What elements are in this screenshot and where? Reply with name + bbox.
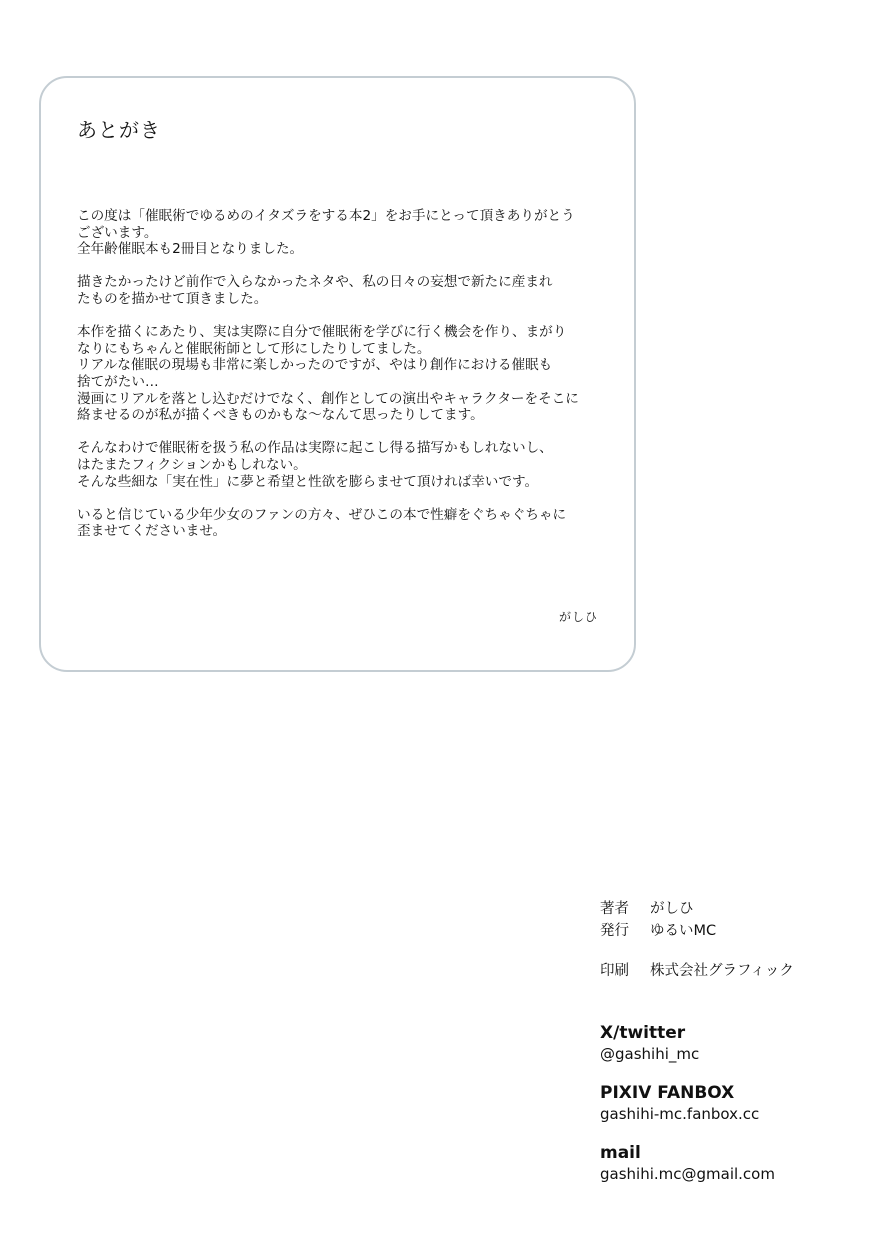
contact-heading: mail — [600, 1143, 641, 1163]
credit-label: 著者 — [600, 901, 629, 917]
credit-value: 株式会社グラフィック — [650, 963, 794, 979]
contact-twitter — [600, 1022, 860, 1064]
credit-row-printer — [600, 960, 860, 982]
contact-value: @gashihi_mc — [600, 1045, 700, 1063]
credit-label: 印刷 — [600, 963, 629, 979]
contact-mail — [600, 1142, 860, 1184]
afterword-box — [39, 76, 636, 672]
credit-value: ゆるいMC — [650, 923, 717, 939]
contact-fanbox — [600, 1082, 860, 1124]
afterword-paragraph: 本作を描くにあたり、実は実際に自分で催眠術を学びに行く機会を作り、まがり なりにもちゃんと催眠術師として形にしたりしてました。 リアルな催眠の現場も非常に楽しかったのですが、やはり創作における催眠も 捨てがたい… 漫画にリアルを落とし込むだけでなく、創作としての演出やキャラクターをそこに 絡ませるのが私が描くべきものかもな～なんて思ったりしてます。 — [77, 324, 579, 424]
afterword-paragraph: そんなわけで催眠術を扱う私の作品は実際に起こし得る描写かもしれないし、 はたまたフィクションかもしれない。 そんな些細な「実在性」に夢と希望と性欲を膨らませて頂ければ幸いです。 — [77, 440, 553, 490]
afterword-paragraph: いると信じている少年少女のファンの方々、ぜひこの本で性癖をぐちゃぐちゃに 歪ませてくださいませ。 — [77, 506, 567, 540]
afterword-paragraph: この度は「催眠術でゆるめのイタズラをする本2」をお手にとって頂きありがとう ございます。 全年齢催眠本も2冊目となりました。 — [77, 208, 575, 258]
afterword-body — [77, 208, 609, 556]
credit-label: 発行 — [600, 923, 629, 939]
afterword-title: あとがき — [77, 118, 161, 142]
contact-value: gashihi-mc.fanbox.cc — [600, 1105, 760, 1123]
contact-heading: X/twitter — [600, 1023, 686, 1043]
contact-value: gashihi.mc@gmail.com — [600, 1165, 775, 1183]
contact-heading: PIXIV FANBOX — [600, 1083, 735, 1103]
contacts — [600, 1022, 860, 1202]
afterword-paragraph: 描きたかったけど前作で入らなかったネタや、私の日々の妄想で新たに産まれ たものを描かせて頂きました。 — [77, 274, 553, 307]
colophon — [600, 898, 860, 982]
credit-value: がしひ — [650, 901, 694, 917]
credit-row-publisher — [600, 920, 860, 942]
credit-row-author — [600, 898, 860, 920]
signature: がしひ — [558, 610, 598, 624]
